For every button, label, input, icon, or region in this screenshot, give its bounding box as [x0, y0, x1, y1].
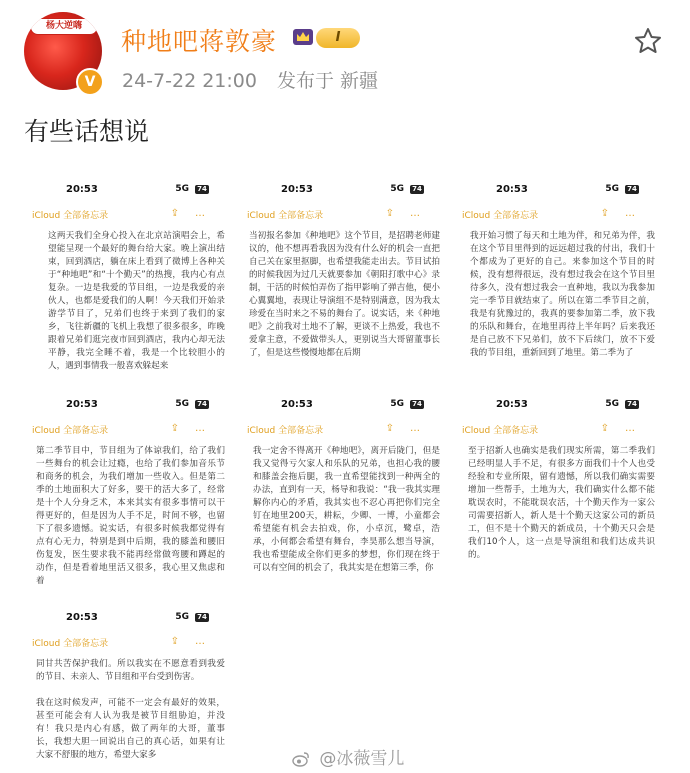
back-link[interactable]: iCloud 全部备忘录: [32, 639, 109, 649]
note-text: 当初报名参加《种地吧》这个节目，是招聘老师建议的，他不想再看我因为没有什么好的机会一直把自己关在家里抠脚，也希望我能走出去。节目试拍的时候我因为过几天就要参加《朝阳打歌中心》录制，干活的时候怕弄伤了指甲影响了弹吉他，便小心翼翼地，表现让导演组不是特别满意，因为我太珍爱在当时来之不易的舞台了。说实话，来《种地吧》之前我对土地不了解，更谈不上热爱，我也不爱拿主意，不爱做带头人，更别说当大哥留董事长了，但是这些慢慢地都在后期: [249, 231, 440, 358]
post-title: 有些话想说: [24, 117, 150, 146]
watermark: [292, 744, 404, 769]
back-link[interactable]: iCloud 全部备忘录: [247, 426, 324, 436]
note-text: 同甘共苦保护我们。所以我实在不愿意看到我爱的节目、未亲人、节目组和平台受到伤害。 我在这时候发声，可能不一定会有最好的效果，甚至可能会有人认为我是被节目组胁迫，并没有！我只是内心有感，做了两年的大哥，董事长，我想大胆一回说出自己的真心话，如果有让大家不舒服的地方，希望大家多: [36, 659, 225, 760]
network-indicator: 5G: [390, 184, 404, 194]
status-time: 20:53: [66, 399, 98, 410]
status-bar: [32, 184, 229, 198]
battery-icon: 74: [195, 613, 209, 622]
status-time: 20:53: [281, 184, 313, 195]
back-link[interactable]: iCloud 全部备忘录: [247, 211, 324, 221]
note-toolbar-icons[interactable]: ⇪…: [170, 636, 221, 647]
status-time: 20:53: [66, 612, 98, 623]
note-toolbar-icons[interactable]: ⇪…: [600, 423, 651, 434]
network-indicator: 5G: [390, 399, 404, 409]
network-indicator: 5G: [175, 612, 189, 622]
battery-icon: 74: [195, 185, 209, 194]
status-bar: [247, 184, 444, 198]
status-time: 20:53: [281, 399, 313, 410]
battery-icon: 74: [625, 400, 639, 409]
notes-nav: [462, 423, 659, 437]
notes-nav: [32, 208, 229, 222]
verified-badge-icon: V: [76, 68, 104, 96]
watermark-text: @冰薇雪儿: [319, 749, 405, 769]
status-bar: [32, 399, 229, 413]
note-toolbar-icons[interactable]: ⇪…: [385, 208, 436, 219]
note-screenshot[interactable]: [452, 395, 667, 603]
note-text: 我一定舍不得离开《种地吧》，离开后陇门，但是我又觉得亏欠家人和乐队的兄弟，也担心我的腰和膝盖会拖后腿，我一直希望能找到一种两全的办法，直到有一天，杨导和我说：“我一我其实理解你内心的矛盾，我其实也不忍心再把你们完全钉在地里200天，耕耘，少卿、一博，小童都会希望能有机会去拍戏，你，小卓沉，鹭卓，浩承，小何都会希望有舞台，李昊那么想当导演，我也希望能成全你们更多的梦想，你们现在终于可以有空间的机会了，我其实是在想第三季，你: [253, 446, 440, 573]
battery-icon: 74: [195, 400, 209, 409]
network-indicator: 5G: [175, 184, 189, 194]
note-toolbar-icons[interactable]: ⇪…: [170, 208, 221, 219]
favorite-star-icon[interactable]: [633, 26, 663, 56]
note-text: 我开始习惯了每天和土地为伴，和兄弟为伴，我在这个节目里得到的远远超过我的付出，我们十个都成为了更好的自己。来参加这个节目的时候，没有想得很远，没有想过我会在这个节目里待多久，没有想过我会一直种地，我以为我参加完一季节目就结束了。所以在第二季节目之前，我是有犹豫过的，我真的要参加第二季，放下我的乐队和舞台，在地里再待上半年吗？后来我还是自己放不下兄弟们，放不下后续门，放不下爱我的节目组，重新回到了地里。第二季为了: [470, 231, 655, 358]
note-toolbar-icons[interactable]: ⇪…: [385, 423, 436, 434]
weibo-icon: [292, 751, 310, 767]
username[interactable]: 种地吧蒋敦豪: [121, 27, 278, 56]
status-bar: [462, 184, 659, 198]
battery-icon: 74: [410, 185, 424, 194]
battery-icon: 74: [410, 400, 424, 409]
note-toolbar-icons[interactable]: ⇪…: [170, 423, 221, 434]
post-date: 24-7-22 21:00: [122, 70, 257, 92]
crown-icon: [292, 28, 314, 46]
note-screenshot[interactable]: [22, 395, 237, 603]
note-text: 这两天我们全身心投入在北京站演唱会上，希望能呈现一个最好的舞台给大家。晚上演出结束，回到酒店，躺在床上看到了微博上各种关于“种地吧”和“十个勤天”的热搜，我内心有点复杂。一边是我爱的节目组，一边是我爱的亲伙人，也都是爱我们的人啊！今天我们开始录游学节目了，兄弟们也终于来到了我们的家乡，飞往新疆的飞机上我想了很多很多，昨晚跟着兄弟们逛完夜市回到酒店，我内心却无法平静，我完全睡不着，我是一个比较胆小的人，遇到事情我一般喜欢躲起来: [48, 231, 225, 371]
note-screenshot[interactable]: [22, 180, 237, 388]
back-link[interactable]: iCloud 全部备忘录: [32, 426, 109, 436]
notes-nav: [32, 636, 229, 650]
post-header: [0, 0, 690, 110]
status-time: 20:53: [496, 399, 528, 410]
battery-icon: 74: [625, 185, 639, 194]
note-toolbar-icons[interactable]: ⇪…: [600, 208, 651, 219]
notes-nav: [247, 423, 444, 437]
network-indicator: 5G: [605, 184, 619, 194]
avatar-tag: 杨大逆嗨: [30, 18, 98, 35]
note-screenshot[interactable]: [22, 608, 237, 773]
network-indicator: 5G: [175, 399, 189, 409]
level-badge: I: [316, 28, 360, 48]
note-screenshot[interactable]: [237, 395, 452, 603]
status-bar: [32, 612, 229, 626]
note-screenshot[interactable]: [237, 180, 452, 388]
notes-nav: [247, 208, 444, 222]
notes-nav: [462, 208, 659, 222]
status-bar: [247, 399, 444, 413]
back-link[interactable]: iCloud 全部备忘录: [462, 211, 539, 221]
status-time: 20:53: [496, 184, 528, 195]
note-text: 至于招新人也确实是我们现实所需，第二季我们已经明显人手不足，有很多方面我们十个人也受经验和专业所限，留有遗憾，所以我们确实需要增加一些帮手，土地为大，我们确实什么都不能耽误农时，不能耽误农活，十个勤天作为一家公司需要招新人，新人是十个勤天这家公司的新员工，但不是十个勤天的新成员，十个勤天只会是我们10个人，这一点是导演组和我们达成共识的。: [468, 446, 655, 560]
back-link[interactable]: iCloud 全部备忘录: [462, 426, 539, 436]
post-meta: [122, 66, 392, 93]
note-screenshot[interactable]: [452, 180, 667, 388]
post-location: 发布于 新疆: [277, 70, 379, 92]
note-text: 第二季节目中，节目组为了体谅我们，给了我们一些舞台的机会让过瘾，也给了我们参加音乐节和商务的机会，为我们增加一些收入。但是第二季的土地面积大了好多，要干的活大多了，经常是十个人分身乏术，本来其实有很多事情可以干得更好的，但是因为人手不足，时间不够，也留下了很多遗憾。说实话，有很多时候我都觉得有点有心无力，特别是到中后期，我的膝盖和腰旧伤复发，医生要求我不能再经常做弯腰和蹲起的动作，但是看着地里活又很多，我心里又焦虑和着: [36, 446, 225, 586]
status-time: 20:53: [66, 184, 98, 195]
status-bar: [462, 399, 659, 413]
network-indicator: 5G: [605, 399, 619, 409]
back-link[interactable]: iCloud 全部备忘录: [32, 211, 109, 221]
notes-nav: [32, 423, 229, 437]
